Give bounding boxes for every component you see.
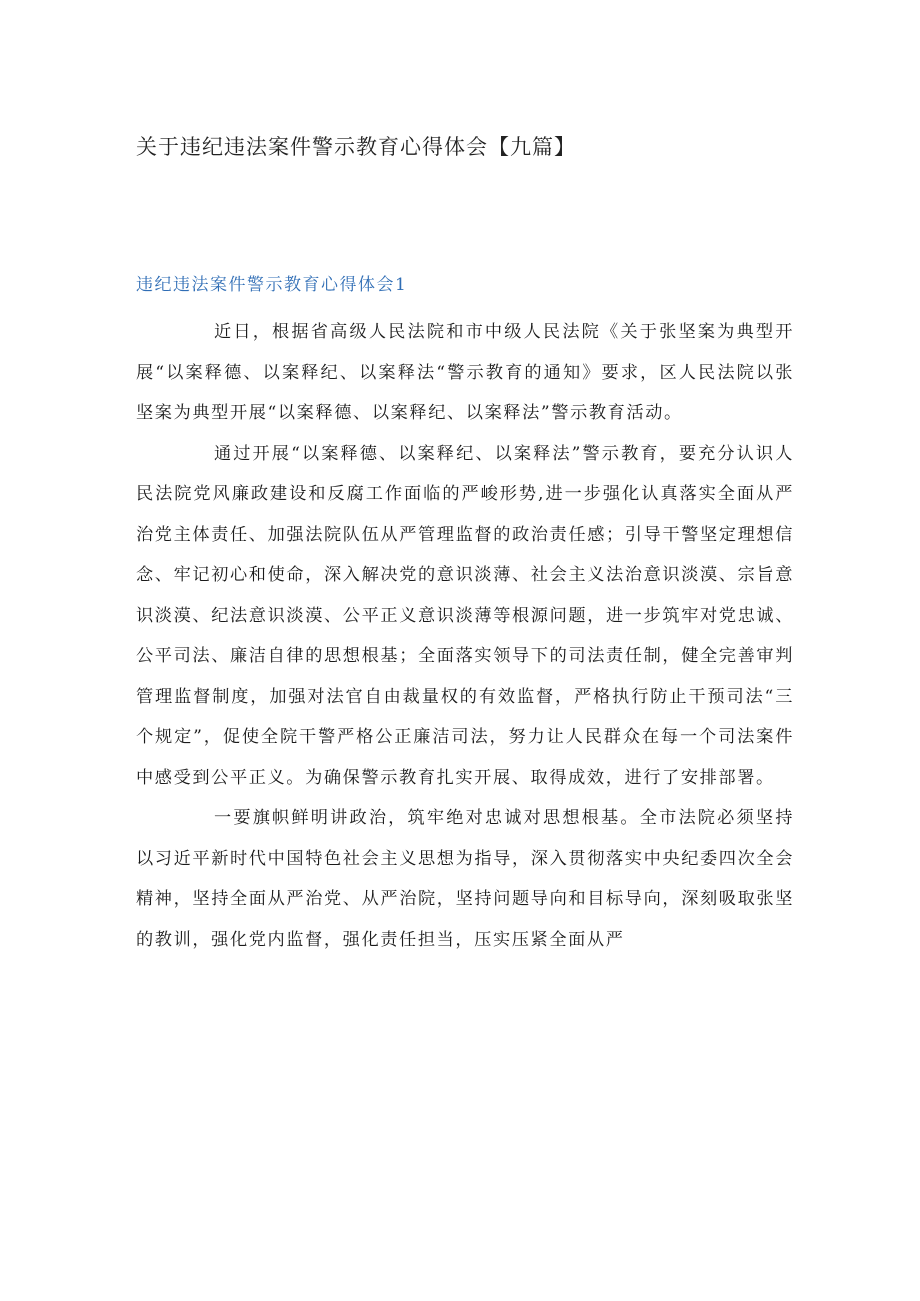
paragraph-2: 通过开展“以案释德、以案释纪、以案释法”警示教育，要充分认识人民法院党风廉政建设和反腐工作面临的严峻形势,进一步强化认真落实全面从严治党主体责任、加强法院队伍从严管理监督的政治责任感；引导干警坚定理想信念、牢记初心和使命，深入解决党的意识淡薄、社会主义法治意识淡漠、宗旨意识淡漠、纪法意识淡漠、公平正义意识淡薄等根源问题，进一步筑牢对党忠诚、公平司法、廉洁自律的思想根基；全面落实领导下的司法责任制，健全完善审判管理监督制度，加强对法官自由裁量权的有效监督，严格执行防止干预司法“三个规定”，促使全院干警严格公正廉洁司法，努力让人民群众在每一个司法案件中感受到公平正义。为确保警示教育扎实开展、取得成效，进行了安排部署。: [136, 443, 794, 788]
section-heading: 违纪违法案件警示教育心得体会1: [136, 275, 408, 295]
document-title: 关于违纪违法案件警示教育心得体会【九篇】: [136, 135, 576, 159]
paragraph-3: 一要旗帜鲜明讲政治，筑牢绝对忠诚对思想根基。全市法院必须坚持以习近平新时代中国特色社会主义思想为指导，深入贯彻落实中央纪委四次全会精神，坚持全面从严治党、从严治院，坚持问题导向和目标导向，深刻吸取张坚的教训，强化党内监督，强化责任担当，压实压紧全面从严: [136, 808, 794, 950]
paragraph-1: 近日，根据省高级人民法院和市中级人民法院《关于张坚案为典型开展“以案释德、以案释纪、以案释法“警示教育的通知》要求，区人民法院以张坚案为典型开展“以案释德、以案释纪、以案释法”警示教育活动。: [136, 322, 794, 423]
document-body: [136, 312, 794, 960]
